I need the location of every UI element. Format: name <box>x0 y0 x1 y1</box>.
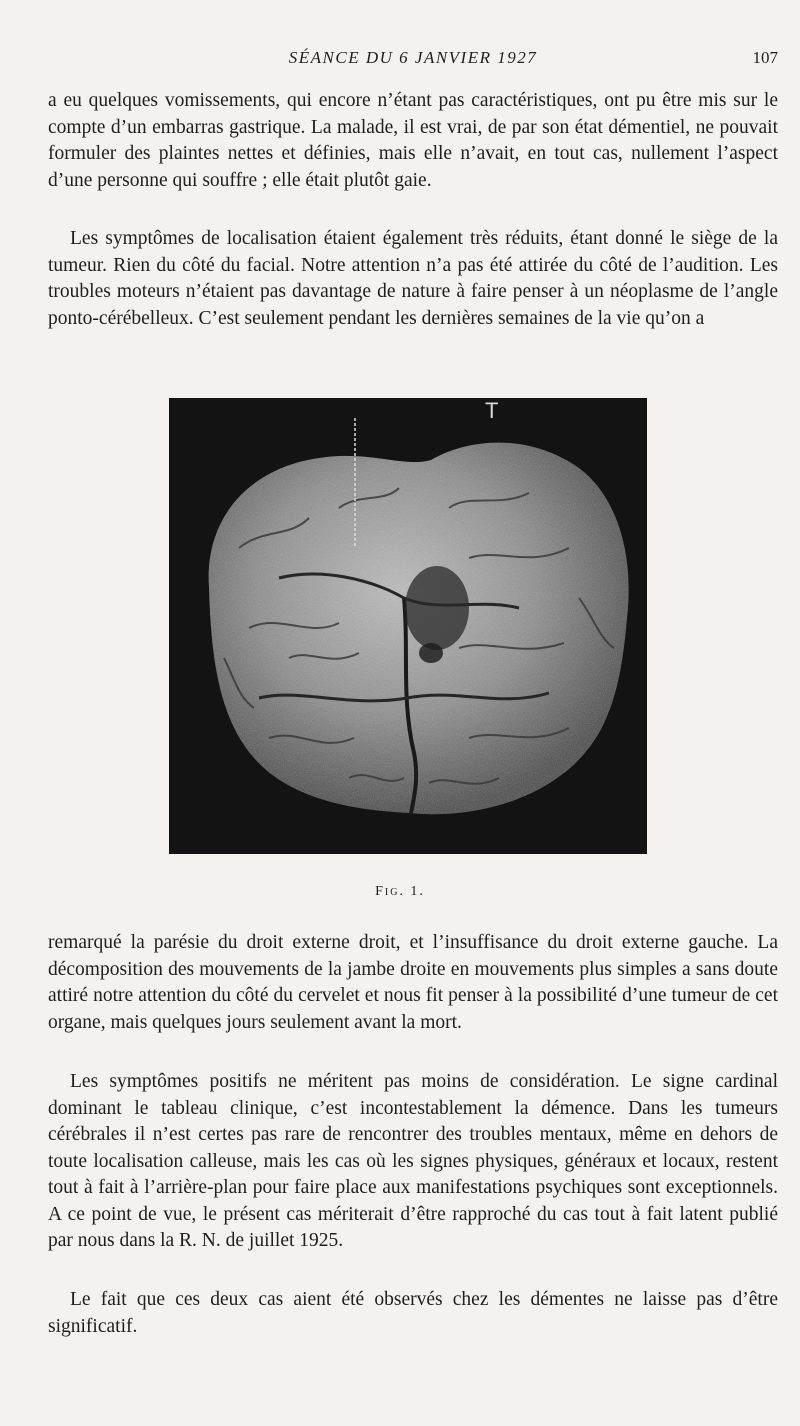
paragraph-2: Les symptômes de localisation étaient également très réduits, étant donné le siège de la tumeur. Rien du côté du facial. Notre attention n’a pas été attirée du côté de l’audition. Les troubles moteurs n’étaient pas davantage de nature à faire penser à un néoplasme de l’angle ponto-cérébelleux. C’est seulement pendant les dernières semaines de la vie qu’on a <box>48 228 778 329</box>
brain-specimen-illustration <box>169 398 647 854</box>
paragraph-4: Les symptômes positifs ne méritent pas moins de considération. Le signe cardinal dominant le tableau clinique, c’est incontestablement la démence. Dans les tumeurs cérébrales il n’est certes pas rare de rencontrer des troubles mentaux, même en dehors de toute localisation calleuse, mais les cas où les signes physiques, généraux et locaux, restent tout à fait à l’arrière-plan pour faire place aux manifestations psychiques sont exceptionnels. A ce point de vue, le présent cas mériterait d’être rapproché du cas tout à fait latent publié par nous dans la R. N. de juillet 1925. <box>48 1071 778 1251</box>
brain-photograph <box>169 398 647 854</box>
figure-marker-label: T <box>485 398 499 423</box>
paragraph-5: Le fait que ces deux cas aient été observés chez les démentes ne laisse pas d’être significatif. <box>48 1289 778 1337</box>
page-number: 107 <box>752 48 778 67</box>
running-header <box>48 48 778 76</box>
running-title: SÉANCE DU 6 JANVIER 1927 <box>288 48 538 67</box>
figure-caption: Fig. 1. <box>375 884 425 899</box>
paragraph-3: remarqué la parésie du droit externe droit, et l’insuffisance du droit externe gauche. La décomposition des mouvements de la jambe droite en mouvements plus simples a sans doute attiré notre attention du côté du cervelet et nous fit penser à la possibilité d’une tumeur de cet organe, mais quelques jours seulement avant la mort. <box>48 932 778 1033</box>
paragraph-1: a eu quelques vomissements, qui encore n’étant pas caractéristiques, ont pu être mis sur le compte d’un embarras gastrique. La malade, il est vrai, de par son état démentiel, ne pouvait formuler des plaintes nettes et définies, mais elle n’avait, en tout cas, nullement l’aspect d’une personne qui souffre ; elle était plutôt gaie. <box>48 90 778 191</box>
